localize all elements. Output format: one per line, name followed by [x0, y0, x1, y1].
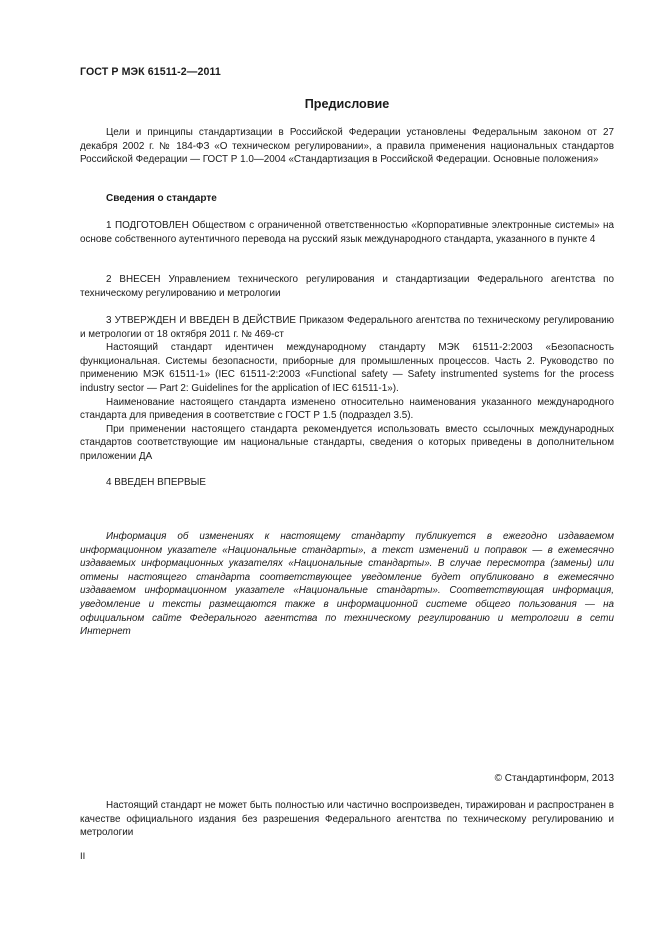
foreword-intro: Цели и принципы стандартизации в Российской Федерации установлены Федеральным законом от 27 декабря 2002 г. № 184-ФЗ «О техническом регулировании», а правила применения национальных стандартов Российской Федерации — ГОСТ Р 1.0—2004 «Стандартизация в Российской Федерации. Основные положения»: [80, 127, 614, 166]
item-4-introduced: 4 ВВЕДЕН ВПЕРВЫЕ: [106, 477, 206, 488]
item-1-prepared: 1 ПОДГОТОВЛЕН Обществом с ограниченной ответственностью «Корпоративные электронные системы» на основе собственного аутентичного перевода на русский язык международного стандарта, указанного в пункте 4: [80, 220, 614, 245]
page-number: II: [80, 851, 86, 862]
copyright: © Стандартинформ, 2013: [494, 773, 614, 784]
standard-info-heading: Сведения о стандарте: [106, 193, 217, 204]
page-title: Предисловие: [304, 97, 390, 111]
item-3-title-change: Наименование настоящего стандарта изменено относительно наименования указанного международного стандарта для приведения в соответствие с ГОСТ Р 1.5 (подраздел 3.5).: [80, 396, 614, 422]
item-2-submitted: 2 ВНЕСЕН Управлением технического регулирования и стандартизации Федерального агентства по техническому регулированию и метрологии: [80, 274, 614, 299]
item-4-block: [80, 476, 614, 490]
item-3-identity: Настоящий стандарт идентичен международному стандарту МЭК 61511-2:2003 «Безопасность функциональная. Системы безопасности, приборные для промышленных процессов. Часть 2. Руководство по применению МЭК 61511-1» (IEC 61511-2:2003 «Functional safety — Safety instrumented systems for the process industry sector — Part 2: Guidelines for the application of IEC 61511-1»).: [80, 342, 614, 394]
amendments-notice: Информация об изменениях к настоящему стандарту публикуется в ежегодно издаваемом информационном указателе «Национальные стандарты», а текст изменений и поправок — в ежемесячно издаваемых информационных указателях «Национальные стандарты». В случае пересмотра (замены) или отмены настоящего стандарта соответствующее уведомление будет опубликовано в ежемесячно издаваемом информационном указателе «Национальные стандарты». Соответствующая информация, уведомление и тексты размещаются также в информационной системе общего пользования — на официальном сайте Федерального агентства по техническому регулированию и метрологии в сети Интернет: [80, 531, 614, 638]
reproduction-block: [80, 799, 614, 840]
item-3-approved: 3 УТВЕРЖДЕН И ВВЕДЕН В ДЕЙСТВИЕ Приказом Федерального агентства по техническому регулированию и метрологии от 18 октября 2011 г. № 469-ст: [80, 315, 614, 340]
item-3-block: [80, 314, 614, 464]
item-2-block: [80, 273, 614, 300]
document-code: ГОСТ Р МЭК 61511-2—2011: [80, 66, 221, 78]
foreword-intro-block: [80, 126, 614, 167]
notice-block: [80, 530, 614, 639]
reproduction-notice: Настоящий стандарт не может быть полностью или частично воспроизведен, тиражирован и распространен в качестве официального издания без разрешения Федерального агентства по техническому регулированию и метрологии: [80, 800, 614, 839]
item-3-references: При применении настоящего стандарта рекомендуется использовать вместо ссылочных международных стандартов соответствующие им национальные стандарты, сведения о которых приведены в дополнительном приложении ДА: [80, 423, 614, 462]
item-1-block: [80, 219, 614, 246]
